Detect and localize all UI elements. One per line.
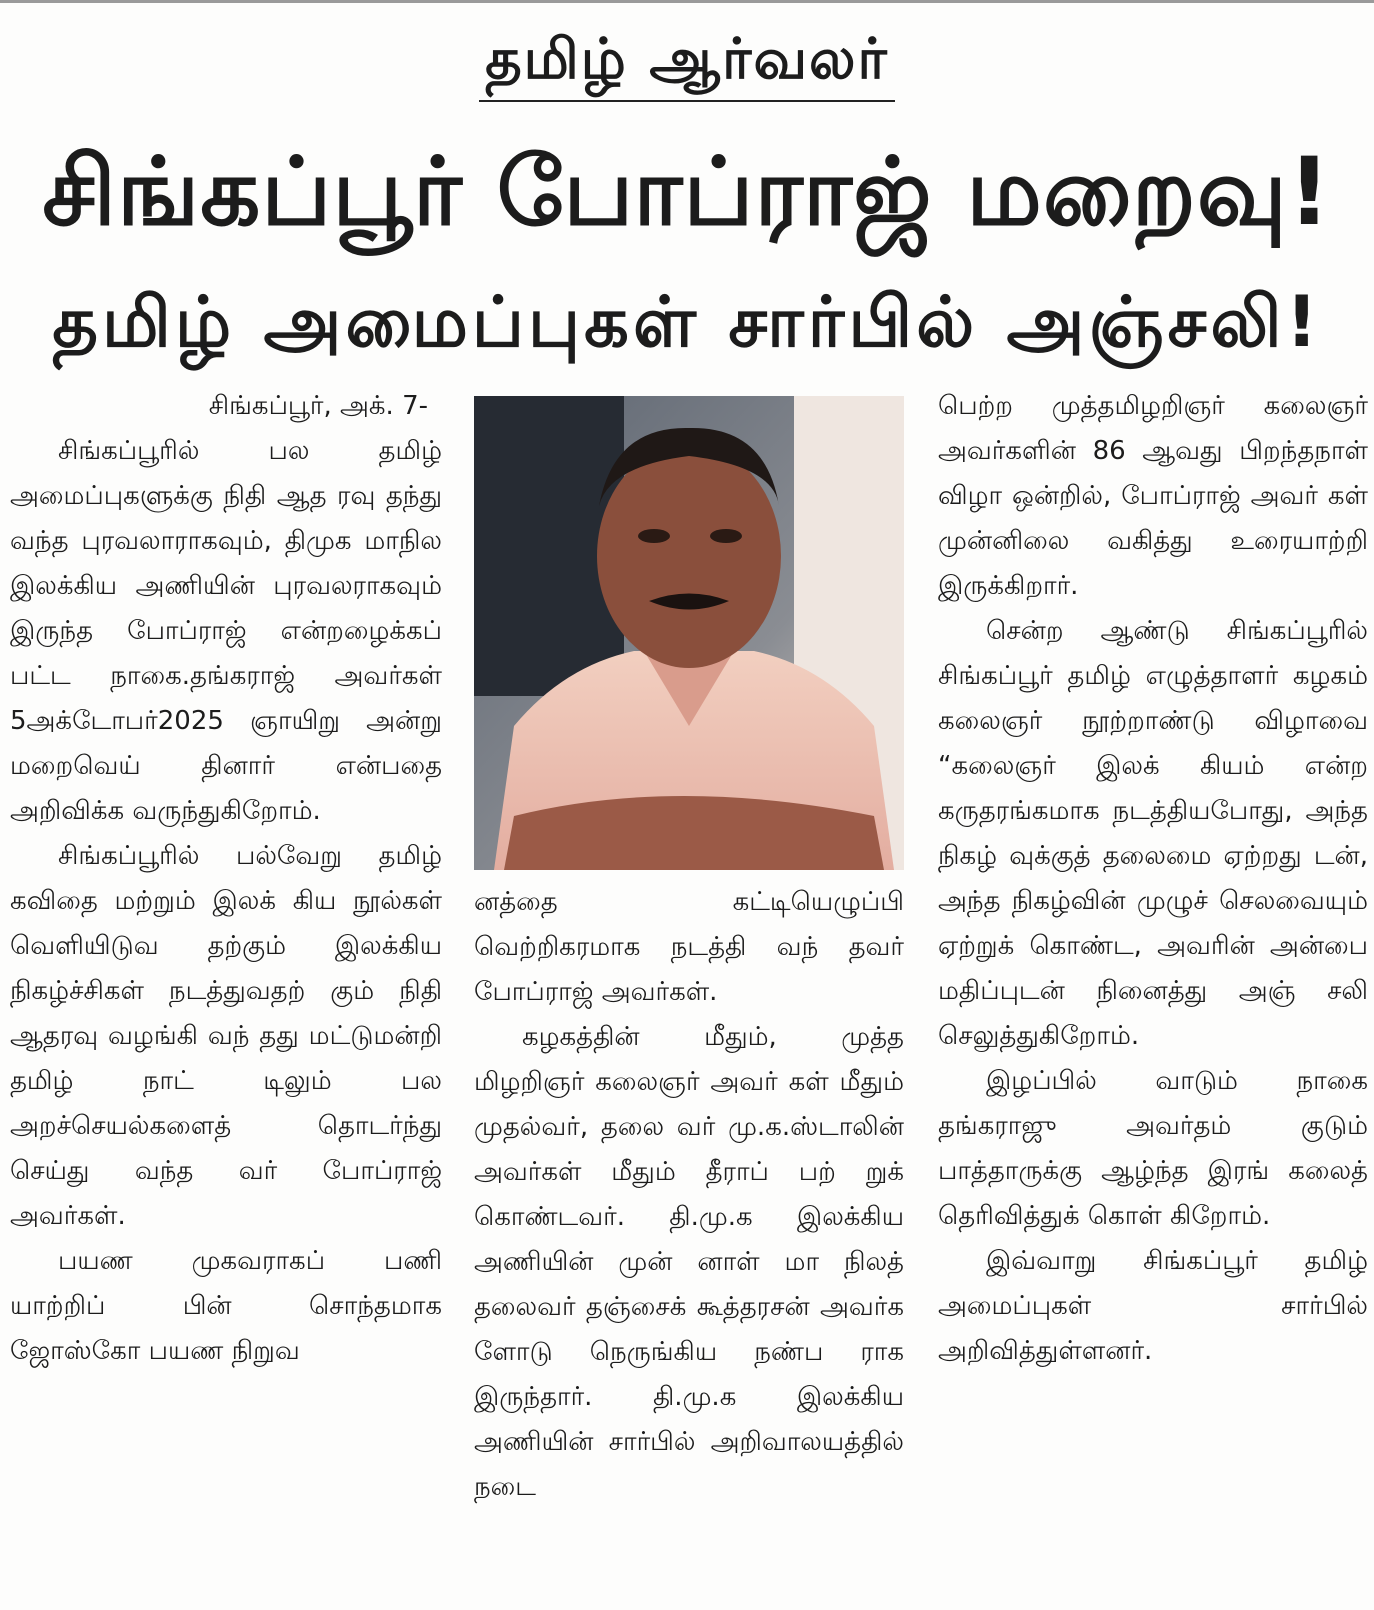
kicker-text: தமிழ் ஆர்வலர்: [479, 20, 895, 102]
paragraph: இவ்வாறு சிங்கப்பூர் தமிழ் அமைப்புகள் சார்பில் அறிவித்துள்ளனர்.: [938, 1246, 1368, 1366]
paragraph: சிங்கப்பூரில் பல தமிழ் அமைப்புகளுக்கு நிதி ஆத ரவு தந்து வந்த புரவலாராகவும், திமுக மாநில இலக்கிய அணியின் புரவலராகவும் இருந்த போப்ராஜ் என்றழைக்கப் பட்ட நாகை.தங்கராஜ் அவர்கள் 5அக்டோபர்2025 ஞாயிறு அன்று மறைவெய் தினார் என்பதை அறிவிக்க வருந்துகிறோம்.: [10, 436, 442, 826]
article-column-3: [938, 384, 1368, 1374]
article-column-2: [474, 880, 904, 1510]
dateline: சிங்கப்பூர், அக். 7-: [208, 391, 428, 421]
paragraph: சென்ற ஆண்டு சிங்கப்பூரில் சிங்கப்பூர் தமிழ் எழுத்தாளர் கழகம் கலைஞர் நூற்றாண்டு விழாவை “கலைஞர் இலக் கியம் என்ற கருதரங்கமாக நடத்தியபோது, அந்த நிகழ் வுக்குத் தலைமை ஏற்றது டன், அந்த நிகழ்வின் முழுச் செலவையும் ஏற்றுக் கொண்ட, அவரின் அன்பை மதிப்புடன் நினைத்து அஞ் சலி செலுத்துகிறோம்.: [938, 616, 1368, 1051]
portrait-photo-icon: [474, 396, 904, 870]
paragraph: பயண முகவராகப் பணி யாற்றிப் பின் சொந்தமாக ஜோஸ்கோ பயண நிறுவ: [10, 1246, 442, 1366]
paragraph: னத்தை கட்டியெழுப்பி வெற்றிகரமாக நடத்தி வந் தவர் போப்ராஜ் அவர்கள்.: [474, 887, 904, 1007]
paragraph: இழப்பில் வாடும் நாகை தங்கராஜு அவர்தம் குடும் பாத்தாருக்கு ஆழ்ந்த இரங் கலைத் தெரிவித்துக் கொள் கிறோம்.: [938, 1066, 1368, 1231]
top-rule: [0, 0, 1374, 3]
article-column-1: [10, 384, 442, 1374]
paragraph: கழகத்தின் மீதும், முத்த மிழறிஞர் கலைஞர் அவர் கள் மீதும் முதல்வர், தலை வர் மு.க.ஸ்டாலின் அவர்கள் மீதும் தீராப் பற் றுக் கொண்டவர். தி.மு.க இலக்கிய அணியின் முன் னாள் மா நிலத் தலைவர் தஞ்சைக் கூத்தரசன் அவர்க ளோடு நெருங்கிய நண்ப ராக இருந்தார். தி.மு.க இலக்கிய அணியின் சார்பில் அறிவாலயத்தில் நடை: [474, 1022, 904, 1502]
headline: சிங்கப்பூர் போப்ராஜ் மறைவு!: [42, 138, 1332, 247]
subheadline: தமிழ் அமைப்புகள் சார்பில் அஞ்சலி!: [52, 281, 1322, 363]
portrait-photo: [474, 396, 904, 870]
kicker-label: [0, 20, 1374, 102]
paragraph: பெற்ற முத்தமிழறிஞர் கலைஞர் அவர்களின் 86 ஆவது பிறந்தநாள் விழா ஒன்றில், போப்ராஜ் அவர் கள் முன்னிலை வகித்து உரையாற்றி இருக்கிறார்.: [938, 391, 1368, 601]
paragraph: சிங்கப்பூரில் பல்வேறு தமிழ் கவிதை மற்றும் இலக் கிய நூல்கள் வெளியிடுவ தற்கும் இலக்கிய நிகழ்ச்சிகள் நடத்துவதற் கும் நிதி ஆதரவு வழங்கி வந் தது மட்டுமன்றி தமிழ் நாட் டிலும் பல அறச்செயல்களைத் தொடர்ந்து செய்து வந்த வர் போப்ராஜ் அவர்கள்.: [10, 841, 442, 1231]
